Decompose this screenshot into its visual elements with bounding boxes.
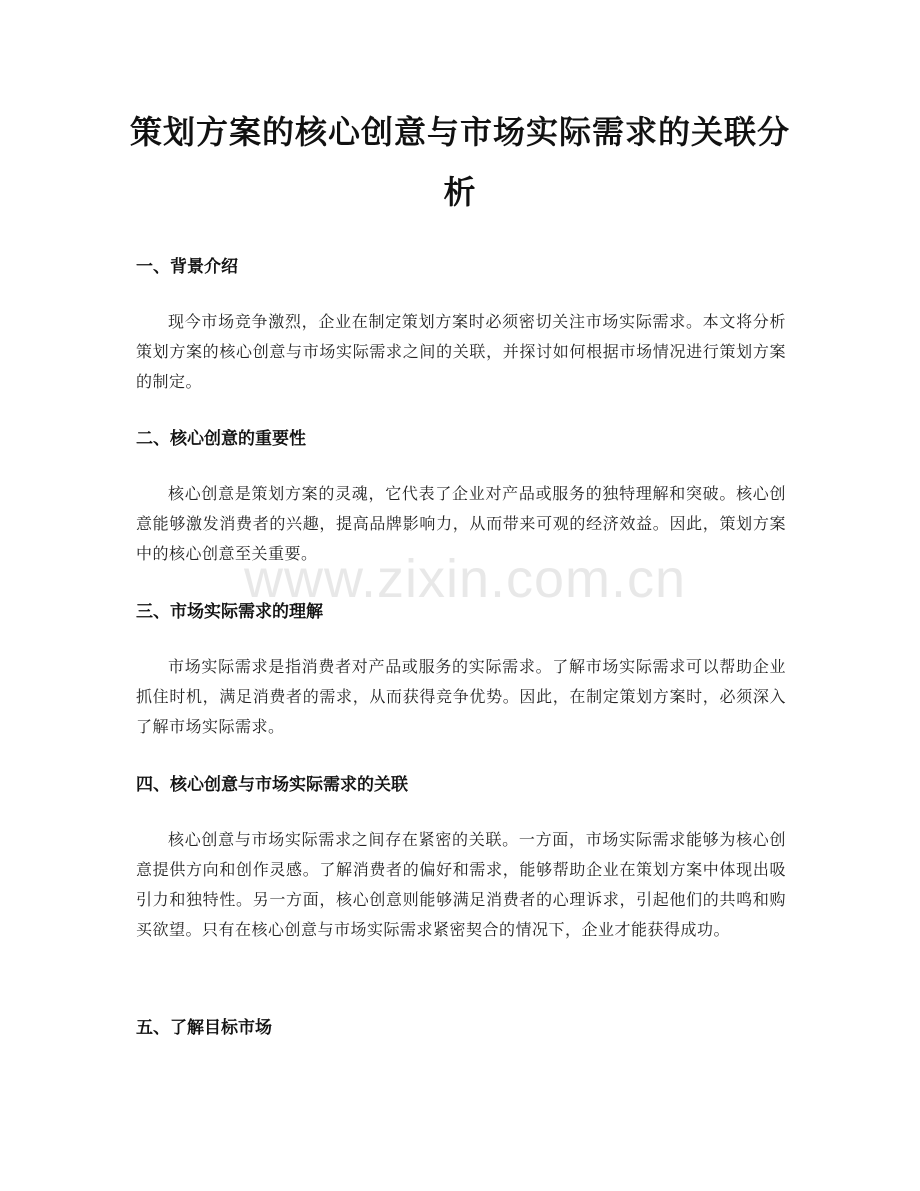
section-core-idea-importance bbox=[136, 427, 786, 569]
section-background bbox=[136, 255, 786, 397]
document-title: 策划方案的核心创意与市场实际需求的关联分析 bbox=[129, 113, 790, 211]
section-body: 市场实际需求是指消费者对产品或服务的实际需求。了解市场实际需求可以帮助企业抓住时机，满足消费者的需求，从而获得竞争优势。因此，在制定策划方案时，必须深入了解市场实际需求。 bbox=[136, 657, 786, 736]
section-body: 核心创意与市场实际需求之间存在紧密的关联。一方面，市场实际需求能够为核心创意提供方向和创作灵感。了解消费者的偏好和需求，能够帮助企业在策划方案中体现出吸引力和独特性。另一方面，核心创意则能够满足消费者的心理诉求，引起他们的共鸣和购买欲望。只有在核心创意与市场实际需求紧密契合的情况下，企业才能获得成功。 bbox=[136, 830, 786, 939]
section-target-market bbox=[136, 1016, 786, 1040]
section-heading: 四、核心创意与市场实际需求的关联 bbox=[136, 775, 408, 795]
section-body: 现今市场竞争激烈，企业在制定策划方案时必须密切关注市场实际需求。本文将分析策划方案的核心创意与市场实际需求之间的关联，并探讨如何根据市场情况进行策划方案的制定。 bbox=[136, 312, 786, 391]
section-heading: 二、核心创意的重要性 bbox=[136, 429, 306, 449]
section-relationship bbox=[136, 773, 786, 945]
section-body: 核心创意是策划方案的灵魂，它代表了企业对产品或服务的独特理解和突破。核心创意能够激发消费者的兴趣，提高品牌影响力，从而带来可观的经济效益。因此，策划方案中的核心创意至关重要。 bbox=[136, 484, 786, 563]
section-market-demand bbox=[136, 600, 786, 742]
section-heading: 一、背景介绍 bbox=[136, 257, 238, 277]
section-heading: 三、市场实际需求的理解 bbox=[136, 602, 323, 622]
section-heading: 五、了解目标市场 bbox=[136, 1018, 272, 1038]
watermark: www.zixin.com.cn bbox=[243, 549, 687, 609]
